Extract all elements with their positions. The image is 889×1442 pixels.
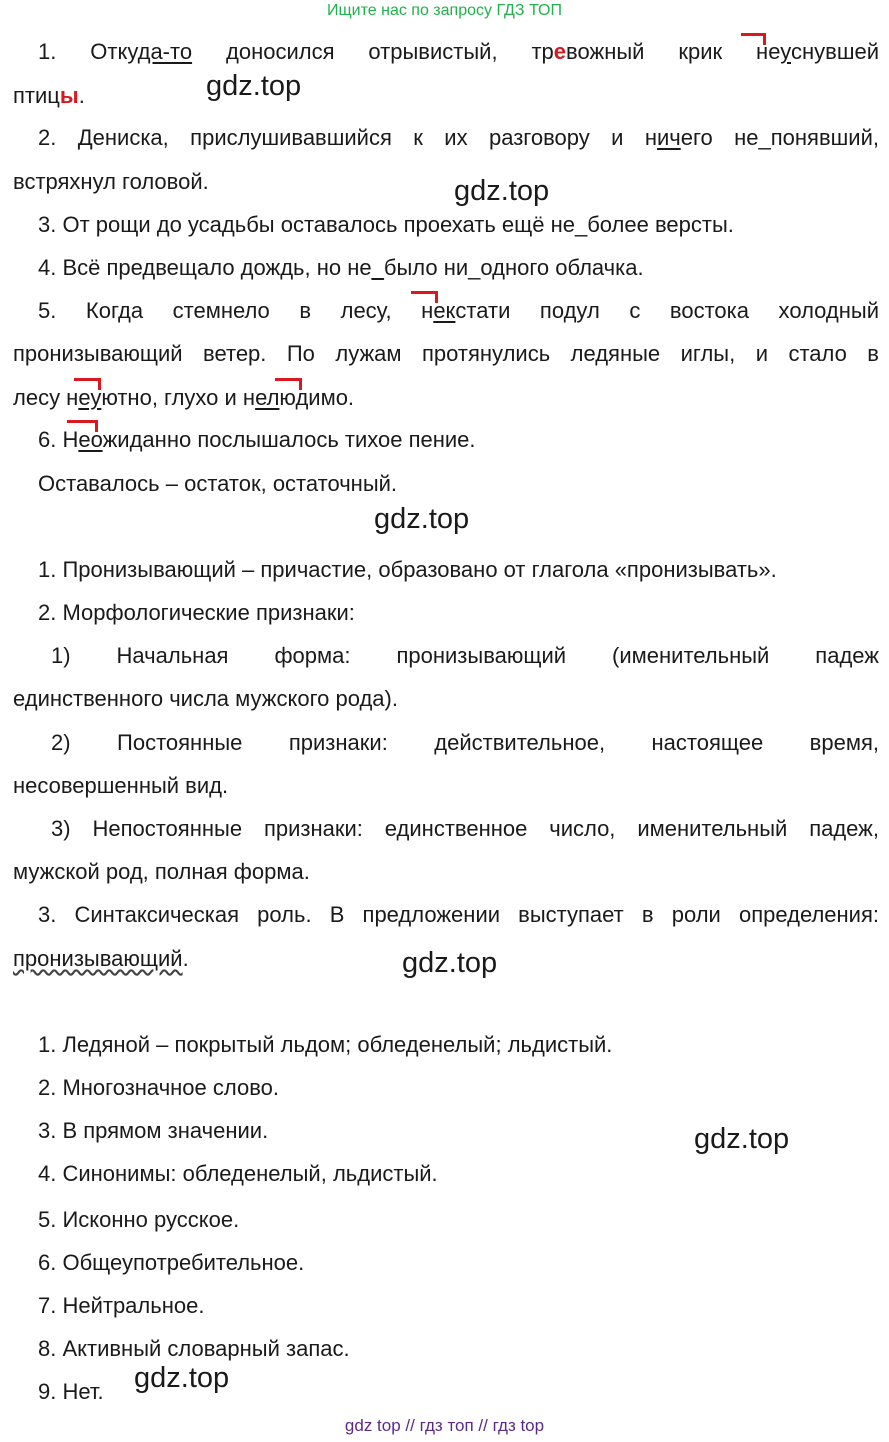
watermark: gdz.top [694,1123,790,1155]
watermark: gdz.top [454,175,550,207]
list-item: 8. Активный словарный запас. [38,1336,350,1361]
list-item: 1. Ледяной – покрытый льдом; обледенелый; льдистый. [38,1032,613,1057]
sentence-4: 4. Всё предвещало дождь, но не_было ни_одного облачка. [38,255,644,280]
sentence-2-line-1: 2. Дениска, прислушивавшийся к их разговору и ничего не_понявший, [38,125,879,150]
prefix-mark [67,420,98,432]
prefix-mark [411,291,438,303]
footer-links[interactable]: gdz top // гдз топ // гдз top [344,1416,545,1435]
list-item: 5. Исконно русское. [38,1207,240,1232]
sentence-5-line-1: 5. Когда стемнело в лесу, некстати подул с востока холодный [38,298,879,323]
analysis-6-line-2: пронизывающий. [13,946,189,971]
list-item: 6. Общеупотребительное. [38,1250,305,1275]
sentence-7: Оставалось – остаток, остаточный. [38,471,398,496]
watermark: gdz.top [374,503,470,535]
list-item: 2. Многозначное слово. [38,1075,279,1100]
sentence-1-line-2: птицы. [13,83,85,108]
sentence-5-line-3: лесу неуютно, глухо и нелюдимо. [13,385,355,410]
analysis-6-line-1: 3. Синтаксическая роль. В предложении выступает в роли определения: [38,902,879,927]
watermark: gdz.top [402,947,498,979]
top-banner: Ищите нас по запросу ГДЗ ТОП [327,2,562,19]
analysis-5-line-1: 3) Непостоянные признаки: единственное число, именительный падеж, [51,816,879,841]
watermark: gdz.top [134,1362,230,1394]
sentence-5-line-2: пронизывающий ветер. По лужам протянулись ледяные иглы, и стало в [13,341,879,366]
prefix-mark [275,378,302,390]
list-item: 4. Синонимы: обледенелый, льдистый. [38,1161,438,1186]
analysis-4-line-2: несовершенный вид. [13,773,229,798]
analysis-3-line-1: 1) Начальная форма: пронизывающий (именительный падеж [51,643,879,668]
sentence-1-line-1: 1. Откуда-то доносился отрывистый, тревожный крик неуснувшей [38,39,879,64]
prefix-mark [741,33,766,45]
analysis-5-line-2: мужской род, полная форма. [13,859,310,884]
sentence-3: 3. От рощи до усадьбы оставалось проехать ещё не_более версты. [38,212,734,237]
analysis-2: 2. Морфологические признаки: [38,600,355,625]
list-item: 3. В прямом значении. [38,1118,269,1143]
watermark: gdz.top [206,70,302,102]
analysis-3-line-2: единственного числа мужского рода). [13,686,398,711]
sentence-2-line-2: встряхнул головой. [13,169,209,194]
prefix-mark [74,378,101,390]
sentence-6: 6. Неожиданно послышалось тихое пение. [38,427,476,452]
list-item: 7. Нейтральное. [38,1293,205,1318]
analysis-1: 1. Пронизывающий – причастие, образовано от глагола «пронизывать». [38,557,777,582]
list-item: 9. Нет. [38,1379,104,1404]
analysis-4-line-1: 2) Постоянные признаки: действительное, настоящее время, [51,730,879,755]
